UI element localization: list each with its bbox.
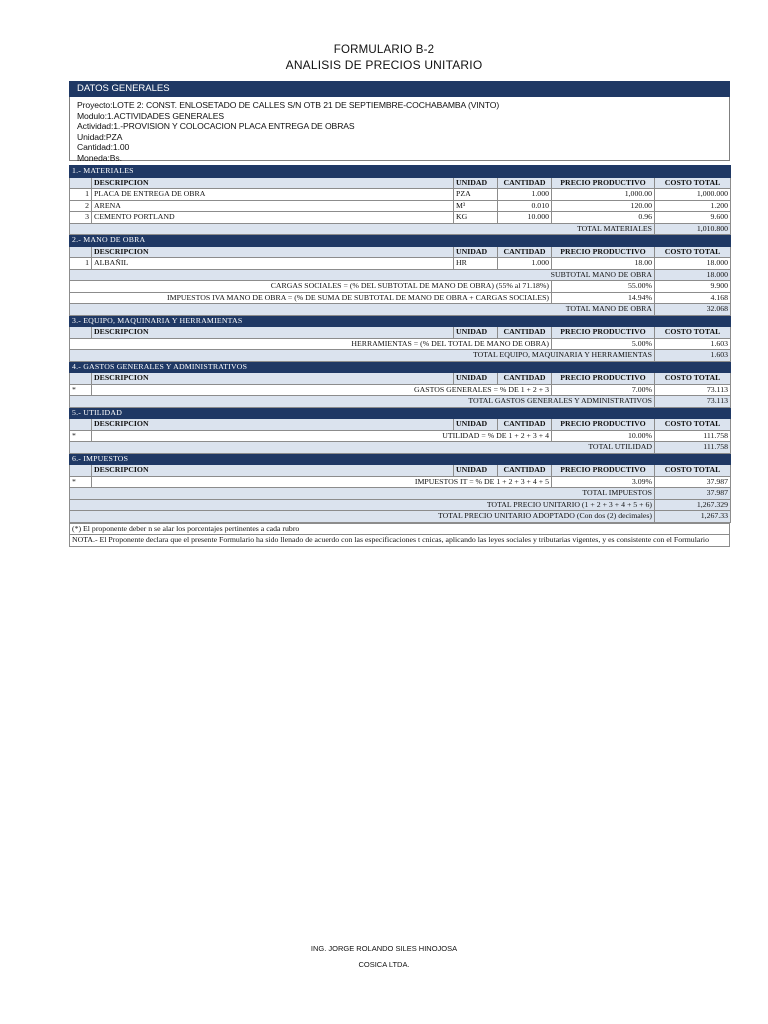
total-label: TOTAL EQUIPO, MAQUINARIA Y HERRAMIENTAS: [70, 350, 655, 362]
profit-label: UTILIDAD = % DE 1 + 2 + 3 + 4: [92, 430, 552, 442]
apu-sheet: [69, 81, 730, 547]
col-precio: PRECIO PRODUCTIVO: [552, 246, 655, 258]
row-description: CEMENTO PORTLAND: [92, 212, 454, 224]
quantity-line: Cantidad:1.00: [77, 142, 130, 153]
table-row: [70, 258, 731, 270]
subtotal-labor-row: [70, 269, 731, 281]
signatory-name: ING. JORGE ROLANDO SILES HINOJOSA: [310, 944, 458, 953]
taxes-label: IMPUESTOS IT = % DE 1 + 2 + 3 + 4 + 5: [92, 476, 552, 488]
total-materials-row: [70, 223, 731, 235]
total-value: 1,010.800: [655, 223, 731, 235]
row-number: 3: [70, 212, 92, 224]
row-description: PLACA DE ENTREGA DE OBRA: [92, 189, 454, 201]
column-header-row: [70, 419, 731, 431]
row-cost: 9.600: [655, 212, 731, 224]
col-precio: PRECIO PRODUCTIVO: [552, 465, 655, 477]
column-header-row: [70, 327, 731, 339]
tools-percent: 5.00%: [552, 338, 655, 350]
subtotal-value: 18.000: [655, 269, 731, 281]
table-row: [70, 189, 731, 201]
total-profit-row: [70, 442, 731, 454]
adopted-price-row: [70, 511, 731, 523]
notes-table: [69, 523, 730, 547]
overhead-value: 73.113: [655, 384, 731, 396]
col-cantidad: CANTIDAD: [498, 177, 552, 189]
profit-percent: 10.00%: [552, 430, 655, 442]
asterisk-mark: *: [70, 476, 92, 488]
col-unidad: UNIDAD: [454, 246, 498, 258]
total-taxes-row: [70, 488, 731, 500]
section-equipment-header: [70, 315, 731, 327]
section-labor-header: [70, 235, 731, 247]
company-name: COSICA LTDA.: [358, 960, 410, 969]
row-price: 1,000.00: [552, 189, 655, 201]
section-taxes-header: [70, 453, 731, 465]
col-costo: COSTO TOTAL: [655, 373, 731, 385]
total-label: TOTAL UTILIDAD: [70, 442, 655, 454]
social-charges-label: CARGAS SOCIALES = (% DEL SUBTOTAL DE MANO DE OBRA) (55% al 71.18%): [70, 281, 552, 293]
price-analysis-table: [69, 165, 731, 523]
tools-label: HERRAMIENTAS = (% DEL TOTAL DE MANO DE OBRA): [70, 338, 552, 350]
social-charges-value: 9.900: [655, 281, 731, 293]
col-cantidad: CANTIDAD: [498, 465, 552, 477]
general-data-header: DATOS GENERALES: [69, 81, 730, 97]
row-unit: HR: [454, 258, 498, 270]
adopted-price-value: 1,267.33: [655, 511, 731, 523]
row-unit: PZA: [454, 189, 498, 201]
iva-value: 4.168: [655, 292, 731, 304]
total-unit-price-row: [70, 499, 731, 511]
tools-row: [70, 338, 731, 350]
row-price: 0.96: [552, 212, 655, 224]
note-percentages: (*) El proponente deber n se alar los porcentajes pertinentes a cada rubro: [70, 523, 730, 535]
row-quantity: 1.000: [498, 258, 552, 270]
profit-value: 111.758: [655, 430, 731, 442]
adopted-price-label: TOTAL PRECIO UNITARIO ADOPTADO (Con dos (2) decimales): [70, 511, 655, 523]
iva-percent: 14.94%: [552, 292, 655, 304]
total-labor-row: [70, 304, 731, 316]
overhead-label: GASTOS GENERALES = % DE 1 + 2 + 3: [92, 384, 552, 396]
col-precio: PRECIO PRODUCTIVO: [552, 177, 655, 189]
column-header-row: [70, 246, 731, 258]
row-number: 1: [70, 258, 92, 270]
social-charges-row: [70, 281, 731, 293]
total-value: 73.113: [655, 396, 731, 408]
total-label: TOTAL MANO DE OBRA: [70, 304, 655, 316]
asterisk-mark: *: [70, 384, 92, 396]
col-unidad: UNIDAD: [454, 465, 498, 477]
row-quantity: 0.010: [498, 200, 552, 212]
project-line: Proyecto:LOTE 2: CONST. ENLOSETADO DE CALLES S/N OTB 21 DE SEPTIEMBRE-COCHABAMBA (VINTO): [77, 100, 500, 110]
col-cantidad: CANTIDAD: [498, 373, 552, 385]
column-header-row: [70, 465, 731, 477]
table-row: [70, 200, 731, 212]
col-descripcion: DESCRIPCION: [92, 419, 454, 431]
iva-label: IMPUESTOS IVA MANO DE OBRA = (% DE SUMA DE SUBTOTAL DE MANO DE OBRA + CARGAS SOCIALES): [70, 292, 552, 304]
col-cantidad: CANTIDAD: [498, 246, 552, 258]
col-precio: PRECIO PRODUCTIVO: [552, 327, 655, 339]
row-price: 120.00: [552, 200, 655, 212]
section-title: 6.- IMPUESTOS: [70, 453, 731, 465]
section-profit-header: [70, 407, 731, 419]
col-unidad: UNIDAD: [454, 327, 498, 339]
subtotal-label: SUBTOTAL MANO DE OBRA: [70, 269, 655, 281]
unit-line: Unidad:PZA: [77, 131, 123, 142]
row-cost: 18.000: [655, 258, 731, 270]
row-quantity: 10.000: [498, 212, 552, 224]
col-costo: COSTO TOTAL: [655, 177, 731, 189]
col-unidad: UNIDAD: [454, 373, 498, 385]
col-costo: COSTO TOTAL: [655, 419, 731, 431]
section-overhead-header: [70, 361, 731, 373]
col-precio: PRECIO PRODUCTIVO: [552, 419, 655, 431]
col-descripcion: DESCRIPCION: [92, 327, 454, 339]
form-subtitle: ANALISIS DE PRECIOS UNITARIO: [285, 58, 483, 72]
iva-row: [70, 292, 731, 304]
col-cantidad: CANTIDAD: [498, 419, 552, 431]
table-row: [70, 212, 731, 224]
col-unidad: UNIDAD: [454, 419, 498, 431]
activity-line: Actividad:1.-PROVISION Y COLOCACION PLACA ENTREGA DE OBRAS: [77, 121, 355, 132]
total-overhead-row: [70, 396, 731, 408]
overhead-percent: 7.00%: [552, 384, 655, 396]
col-descripcion: DESCRIPCION: [92, 246, 454, 258]
row-unit: M³: [454, 200, 498, 212]
currency-line: Moneda:Bs.: [77, 152, 122, 163]
col-descripcion: DESCRIPCION: [92, 177, 454, 189]
row-price: 18.00: [552, 258, 655, 270]
col-descripcion: DESCRIPCION: [92, 465, 454, 477]
row-number: 2: [70, 200, 92, 212]
overhead-row: [70, 384, 731, 396]
unit-price-value: 1,267.329: [655, 499, 731, 511]
total-value: 1.603: [655, 350, 731, 362]
row-unit: KG: [454, 212, 498, 224]
row-cost: 1.200: [655, 200, 731, 212]
col-costo: COSTO TOTAL: [655, 246, 731, 258]
column-header-row: [70, 373, 731, 385]
section-title: 5.- UTILIDAD: [70, 407, 731, 419]
total-label: TOTAL MATERIALES: [70, 223, 655, 235]
col-descripcion: DESCRIPCION: [92, 373, 454, 385]
column-header-row: [70, 177, 731, 189]
col-costo: COSTO TOTAL: [655, 327, 731, 339]
module-line: Modulo:1.ACTIVIDADES GENERALES: [77, 110, 224, 121]
total-value: 32.068: [655, 304, 731, 316]
row-description: ARENA: [92, 200, 454, 212]
row-quantity: 1.000: [498, 189, 552, 201]
total-label: TOTAL GASTOS GENERALES Y ADMINISTRATIVOS: [70, 396, 655, 408]
total-label: TOTAL IMPUESTOS: [70, 488, 655, 500]
section-title: 3.- EQUIPO, MAQUINARIA Y HERRAMIENTAS: [70, 315, 731, 327]
social-charges-percent: 55.00%: [552, 281, 655, 293]
col-costo: COSTO TOTAL: [655, 465, 731, 477]
section-title: 1.- MATERIALES: [70, 166, 731, 178]
col-unidad: UNIDAD: [454, 177, 498, 189]
col-cantidad: CANTIDAD: [498, 327, 552, 339]
asterisk-mark: *: [70, 430, 92, 442]
profit-row: [70, 430, 731, 442]
unit-price-label: TOTAL PRECIO UNITARIO (1 + 2 + 3 + 4 + 5 + 6): [70, 499, 655, 511]
section-title: 2.- MANO DE OBRA: [70, 235, 731, 247]
taxes-percent: 3.09%: [552, 476, 655, 488]
total-value: 37.987: [655, 488, 731, 500]
row-cost: 1,000.000: [655, 189, 731, 201]
total-value: 111.758: [655, 442, 731, 454]
taxes-row: [70, 476, 731, 488]
section-materials-header: [70, 166, 731, 178]
tools-value: 1.603: [655, 338, 731, 350]
section-title: 4.- GASTOS GENERALES Y ADMINISTRATIVOS: [70, 361, 731, 373]
general-data-box: [69, 97, 730, 161]
form-title: FORMULARIO B-2: [333, 44, 435, 56]
col-precio: PRECIO PRODUCTIVO: [552, 373, 655, 385]
total-equipment-row: [70, 350, 731, 362]
note-declaration: NOTA.- El Proponente declara que el presente Formulario ha sido llenado de acuerdo con las especificaciones t cnicas, aplicando las leyes sociales y tributarias vigentes, y es consistente con el Formulario: [70, 535, 730, 547]
row-description: ALBAÑIL: [92, 258, 454, 270]
taxes-value: 37.987: [655, 476, 731, 488]
row-number: 1: [70, 189, 92, 201]
